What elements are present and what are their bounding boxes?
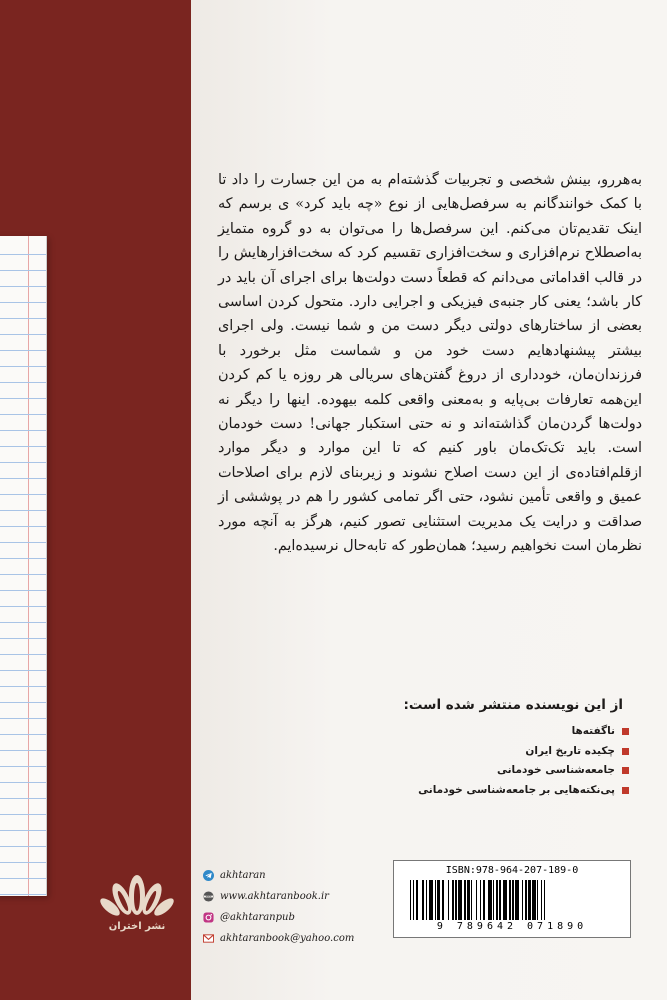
- paper-rule-line: [0, 446, 46, 447]
- contact-web: [203, 886, 354, 907]
- isbn-label: ISBN:978-964-207-189-0: [445, 865, 579, 876]
- contact-mail: [203, 928, 354, 949]
- paper-rule-line: [0, 478, 46, 479]
- instagram-icon: [203, 912, 214, 923]
- paper-rule-line: [0, 622, 46, 623]
- paper-rule-line: [0, 254, 46, 255]
- paper-rule-line: [0, 670, 46, 671]
- paper-rule-line: [0, 574, 46, 575]
- publication-item: جامعه‌شناسی خودمانی: [418, 761, 629, 781]
- paper-rule-line: [0, 654, 46, 655]
- paper-rule-line: [0, 526, 46, 527]
- publication-item: پی‌نکته‌هایی بر جامعه‌شناسی خودمانی: [418, 781, 629, 801]
- publications-list: [418, 722, 629, 800]
- paper-rule-line: [0, 542, 46, 543]
- paper-rule-line: [0, 462, 46, 463]
- paper-rule-line: [0, 862, 46, 863]
- paper-rule-line: [0, 494, 46, 495]
- paper-rule-line: [0, 430, 46, 431]
- paper-rule-line: [0, 286, 46, 287]
- paper-rule-line: [0, 798, 46, 799]
- contact-text: akhtaran: [220, 870, 266, 881]
- paper-rule-line: [0, 878, 46, 879]
- paper-rule-line: [0, 766, 46, 767]
- contact-instagram: [203, 907, 354, 928]
- paper-rule-line: [0, 830, 46, 831]
- publisher-logo-icon: [96, 855, 178, 919]
- paper-rule-line: [0, 734, 46, 735]
- barcode: [410, 880, 614, 920]
- paper-rule-line: [0, 318, 46, 319]
- paper-rule-line: [0, 686, 46, 687]
- paper-rule-line: [0, 782, 46, 783]
- contact-text: akhtaranbook@yahoo.com: [220, 933, 355, 944]
- publication-item: ناگفته‌ها: [418, 722, 629, 742]
- paper-rule-line: [0, 398, 46, 399]
- paper-rule-line: [0, 414, 46, 415]
- paper-rule-line: [0, 750, 46, 751]
- contact-telegram: [203, 865, 354, 886]
- paper-rule-line: [0, 558, 46, 559]
- publisher-logo: [96, 855, 178, 932]
- isbn-barcode-box: [393, 860, 631, 938]
- paper-rule-line: [0, 590, 46, 591]
- paper-rule-line: [0, 382, 46, 383]
- torn-paper-decoration: [0, 236, 47, 896]
- telegram-icon: [203, 870, 214, 881]
- paper-rule-line: [0, 702, 46, 703]
- paper-rule-line: [0, 638, 46, 639]
- paper-rule-line: [0, 894, 46, 895]
- paper-rule-line: [0, 846, 46, 847]
- publications-heading: از این نویسنده منتشر شده است:: [403, 697, 623, 713]
- svg-text:www: www: [205, 895, 212, 899]
- body-text: به‌هررو، بینش شخصی و تجربیات گذشته‌ام به من این جسارت را داد تا با کمک خوانندگانم به سرفصل‌هایی از نوع «چه باید کرد» ی برسم که اینک تقدیم‌تان می‌کنم. این سرفصل‌ها را می‌توان به دو گروه متمایز به‌اصطلاح نرم‌افزاری و سخت‌افزاری تقسیم کرد که سخت‌افزارهایش را در قالب اقداماتی می‌دانم که قطعاً دست دولت‌ها برای اجرای آن باید در کار باشد؛ یعنی کار جنبه‌ی فیزیکی و اجرایی دارد. متحول کردن اساسی بعضی از ساختارهای دولتی دیگر دست من و شما نیست. ولی اجرای بیشتر پیشنهادهایم دست خود من و شماست مثل برخورد با فرزندان‌مان، خودداری از دروغ گفتن‌های سریالی هر روزه یا کم کردن این‌همه تعارفات بی‌پایه و به‌معنی واقعی کلمه بیهوده. اینها را دیگر نه دولت‌ها گردن‌مان گذاشته‌اند و نه حتی استکبار جهانی! دست خودمان است. باید تک‌تک‌مان باور کنیم که تا این موارد و دیگر موارد ازقلم‌افتاده‌ی از این دست اصلاح نشوند و زیربنای لازم برای اصلاحات عمیق و واقعی تأمین نشود، حتی اگر تمامی کشور را هم در پوششی از صداقت و درایت یک مدیریت استثنایی تصور کنیم، هرگز به آنچه مورد نظرمان است نخواهیم رسید؛ همان‌طور که تابه‌حال نرسیده‌ایم.: [218, 172, 642, 555]
- publication-item: چکیده تاریخ ایران: [418, 742, 629, 762]
- mail-icon: [203, 933, 214, 944]
- paper-rule-line: [0, 814, 46, 815]
- contact-list: [203, 865, 354, 949]
- paper-rule-line: [0, 350, 46, 351]
- paper-rule-line: [0, 334, 46, 335]
- web-icon: [203, 891, 214, 902]
- paper-rule-line: [0, 510, 46, 511]
- cover-spine: [0, 0, 191, 1000]
- barcode-bar: [544, 880, 545, 920]
- paper-rule-line: [0, 366, 46, 367]
- publisher-name: نشر اختران: [108, 921, 166, 932]
- paper-rule-line: [0, 606, 46, 607]
- barcode-digits: 9 789642 071890: [436, 921, 588, 932]
- paper-rule-line: [0, 302, 46, 303]
- paper-rule-line: [0, 270, 46, 271]
- contact-text: @akhtaranpub: [220, 912, 295, 923]
- paper-rule-line: [0, 718, 46, 719]
- contact-text: www.akhtaranbook.ir: [220, 891, 329, 902]
